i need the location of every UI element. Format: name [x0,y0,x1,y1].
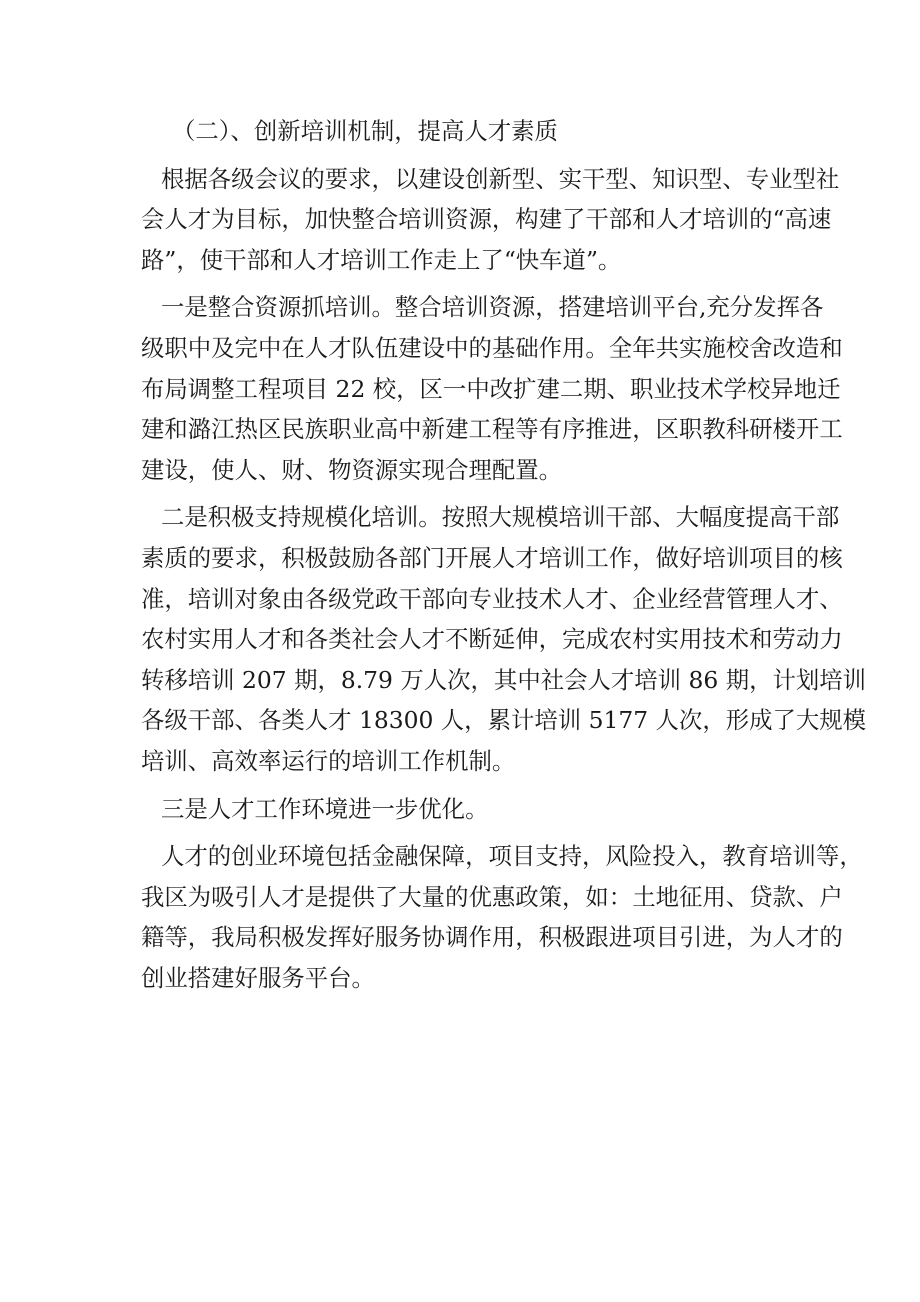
section-heading: （二）、创新培训机制，提高人才素质 [172,117,558,145]
paragraph-1 [141,159,840,281]
paragraph-line: 会人才为目标，加快整合培训资源，构建了干部和人才培训的“高速 [141,205,832,234]
paragraph-line: 二是积极支持规模化培训。按照大规模培训干部、大幅度提高干部 [161,503,840,532]
document-body [141,111,867,998]
paragraph-line: 布局调整工程项目 22 校，区一中改扩建二期、职业技术学校异地迁 [141,374,841,403]
paragraph-line: 路”，使干部和人才培训工作走上了“快车道”。 [141,245,622,274]
paragraph-3 [141,497,867,781]
paragraph-2 [141,287,843,490]
paragraph-line: 准，培训对象由各级党政干部向专业技术人才、企业经营管理人才、 [141,584,843,613]
paragraph-line: 根据各级会议的要求，以建设创新型、实干型、知识型、专业型社 [161,164,840,193]
paragraph-line: 各级干部、各类人才 18300 人，累计培训 5177 人次，形成了大规模 [141,706,867,735]
paragraph-line: 农村实用人才和各类社会人才不断延伸，完成农村实用技术和劳动力 [141,625,843,654]
paragraph-line: 培训、高效率运行的培训工作机制。 [141,746,516,775]
paragraph-line: 建设，使人、财、物资源实现合理配置。 [141,455,563,484]
paragraph-4 [141,789,781,830]
paragraph-line: 一是整合资源抓培训。整合培训资源，搭建培训平台,充分发挥各 [161,293,824,322]
paragraph-line: 籍等，我局积极发挥好服务协调作用，积极跟进项目引进，为人才的 [141,923,843,952]
paragraph-line: 转移培训 207 期，8.79 万人次，其中社会人才培训 86 期，计划培训 [141,665,867,694]
paragraph-line: 素质的要求，积极鼓励各部门开展人才培训工作，做好培训项目的核 [141,543,843,572]
paragraph-line: 建和潞江热区民族职业高中新建工程等有序推进，区职教科研楼开工 [141,415,843,444]
paragraph-5 [141,836,863,998]
paragraph-line: 级职中及完中在人才队伍建设中的基础作用。全年共实施校舍改造和 [141,333,843,362]
paragraph-line: 三是人才工作环境进一步优化。 [161,794,489,823]
paragraph-line: 人才的创业环境包括金融保障，项目支持，风险投入，教育培训等， [161,842,863,871]
paragraph-line: 我区为吸引人才是提供了大量的优惠政策，如：土地征用、贷款、户 [141,882,843,911]
paragraph-line: 创业搭建好服务平台。 [141,963,375,992]
